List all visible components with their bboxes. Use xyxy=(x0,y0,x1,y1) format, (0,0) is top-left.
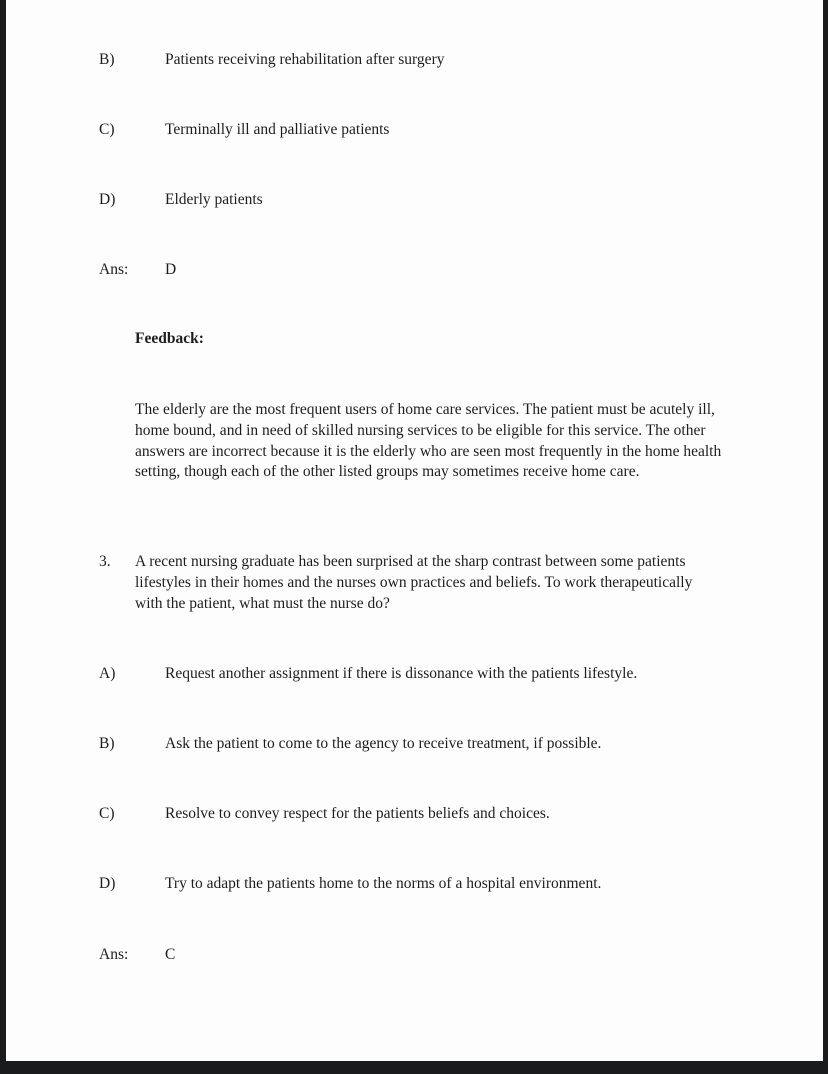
option-letter: D) xyxy=(99,191,116,208)
answer-label: Ans: xyxy=(99,946,129,963)
option-letter: B) xyxy=(99,735,115,752)
page-edge-right xyxy=(823,0,828,1074)
question-text: A recent nursing graduate has been surprised at the sharp contrast between some patients lifestyles in their homes and the nurses own practices and beliefs. To work therapeutically with the patient, what must the nurse do? xyxy=(135,553,693,612)
option-row-q2-d xyxy=(99,190,263,211)
option-letter: D) xyxy=(99,875,116,892)
option-text: Resolve to convey respect for the patients beliefs and choices. xyxy=(165,805,550,822)
option-text: Ask the patient to come to the agency to receive treatment, if possible. xyxy=(165,735,602,752)
option-text: Try to adapt the patients home to the norms of a hospital environment. xyxy=(165,875,602,892)
answer-label: Ans: xyxy=(99,261,129,278)
option-text: Patients receiving rehabilitation after surgery xyxy=(165,51,445,68)
answer-value: D xyxy=(165,261,177,278)
answer-row-q2 xyxy=(99,260,176,281)
option-row-q3-d xyxy=(99,874,601,895)
option-text: Terminally ill and palliative patients xyxy=(165,121,390,138)
feedback-text: The elderly are the most frequent users of home care services. The patient must be acutely ill, home bound, and in need of skilled nursing services to be eligible for this service. The other answers are incorrect because it is the elderly who are seen most frequently in the home health setting, though each of the other listed groups may sometimes receive home care. xyxy=(135,401,722,481)
option-row-q3-c xyxy=(99,804,550,825)
answer-value: C xyxy=(165,946,176,963)
page-edge-left xyxy=(0,0,6,1074)
option-text: Elderly patients xyxy=(165,191,263,208)
answer-row-q3 xyxy=(99,945,175,966)
option-letter: C) xyxy=(99,121,115,138)
option-row-q3-a xyxy=(99,664,637,685)
option-letter: C) xyxy=(99,805,115,822)
page-edge-bottom xyxy=(0,1061,828,1074)
option-row-q3-b xyxy=(99,734,601,755)
option-letter: A) xyxy=(99,665,116,682)
option-text: Request another assignment if there is dissonance with the patients lifestyle. xyxy=(165,665,638,682)
feedback-label: Feedback: xyxy=(135,330,204,347)
option-letter: B) xyxy=(99,51,115,68)
option-row-q2-b xyxy=(99,50,444,71)
option-row-q2-c xyxy=(99,120,389,141)
question-number: 3. xyxy=(99,553,111,570)
question-row-q3 xyxy=(99,552,719,614)
